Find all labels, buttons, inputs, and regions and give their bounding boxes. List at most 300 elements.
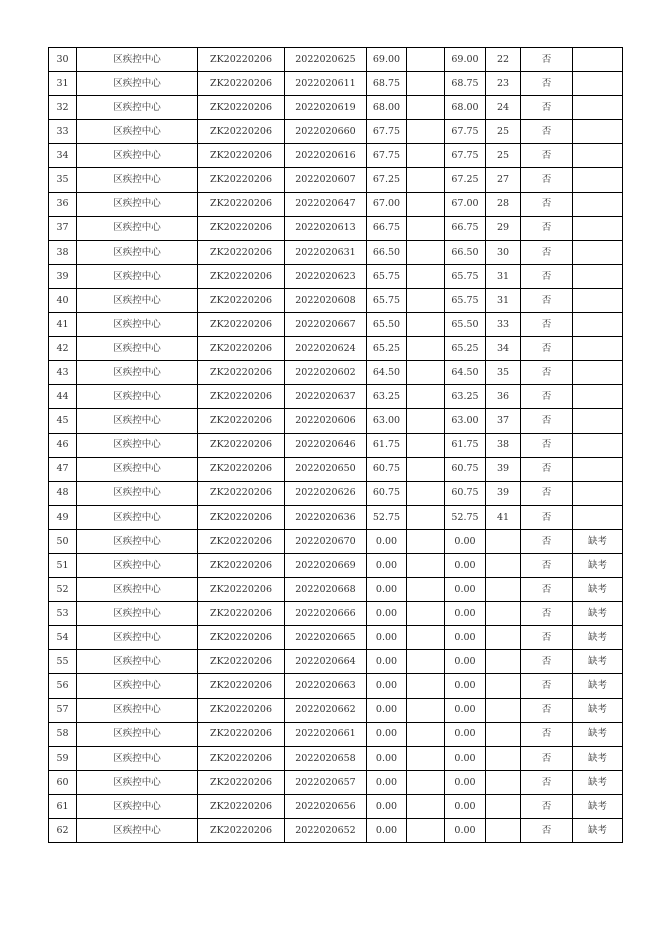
cell-written-score: 66.75 [367,216,407,240]
cell-enter-interview: 否 [521,192,573,216]
table-row [49,553,623,577]
cell-written-score: 0.00 [367,650,407,674]
cell-serial-number: 42 [49,337,77,361]
cell-total-score: 0.00 [445,553,486,577]
cell-department: 区疾控中心 [77,819,198,843]
cell-ticket-number: 2022020657 [285,770,367,794]
cell-written-score: 69.00 [367,48,407,72]
cell-department: 区疾控中心 [77,698,198,722]
cell-extra-points [407,626,445,650]
table-row [49,385,623,409]
cell-extra-points [407,722,445,746]
cell-enter-interview: 否 [521,216,573,240]
cell-position-code: ZK20220206 [198,313,285,337]
cell-remark [573,385,623,409]
cell-extra-points [407,120,445,144]
cell-remark [573,361,623,385]
cell-department: 区疾控中心 [77,457,198,481]
cell-serial-number: 37 [49,216,77,240]
cell-serial-number: 56 [49,674,77,698]
cell-department: 区疾控中心 [77,192,198,216]
cell-department: 区疾控中心 [77,626,198,650]
cell-written-score: 63.25 [367,385,407,409]
cell-extra-points [407,264,445,288]
cell-total-score: 67.75 [445,120,486,144]
cell-serial-number: 52 [49,578,77,602]
cell-extra-points [407,819,445,843]
cell-position-code: ZK20220206 [198,385,285,409]
cell-written-score: 60.75 [367,481,407,505]
table-row [49,72,623,96]
cell-extra-points [407,409,445,433]
cell-rank: 31 [486,288,521,312]
cell-department: 区疾控中心 [77,288,198,312]
cell-written-score: 61.75 [367,433,407,457]
table-body [49,48,623,843]
cell-serial-number: 54 [49,626,77,650]
cell-department: 区疾控中心 [77,72,198,96]
cell-rank: 38 [486,433,521,457]
cell-enter-interview: 否 [521,288,573,312]
cell-written-score: 65.75 [367,264,407,288]
cell-serial-number: 39 [49,264,77,288]
cell-department: 区疾控中心 [77,794,198,818]
table-row [49,650,623,674]
table-row [49,361,623,385]
cell-total-score: 0.00 [445,650,486,674]
cell-enter-interview: 否 [521,48,573,72]
cell-serial-number: 48 [49,481,77,505]
cell-enter-interview: 否 [521,529,573,553]
cell-remark: 缺考 [573,698,623,722]
cell-total-score: 0.00 [445,746,486,770]
cell-total-score: 52.75 [445,505,486,529]
cell-remark [573,216,623,240]
cell-serial-number: 41 [49,313,77,337]
cell-remark: 缺考 [573,626,623,650]
cell-ticket-number: 2022020652 [285,819,367,843]
cell-serial-number: 46 [49,433,77,457]
cell-rank: 28 [486,192,521,216]
cell-remark: 缺考 [573,529,623,553]
cell-extra-points [407,602,445,626]
cell-ticket-number: 2022020664 [285,650,367,674]
cell-written-score: 64.50 [367,361,407,385]
cell-position-code: ZK20220206 [198,48,285,72]
cell-remark: 缺考 [573,578,623,602]
cell-remark [573,48,623,72]
cell-remark: 缺考 [573,722,623,746]
cell-enter-interview: 否 [521,96,573,120]
cell-total-score: 66.75 [445,216,486,240]
cell-extra-points [407,361,445,385]
cell-remark [573,409,623,433]
cell-department: 区疾控中心 [77,144,198,168]
cell-department: 区疾控中心 [77,433,198,457]
cell-enter-interview: 否 [521,819,573,843]
table-row [49,48,623,72]
cell-position-code: ZK20220206 [198,192,285,216]
cell-written-score: 0.00 [367,794,407,818]
cell-extra-points [407,746,445,770]
cell-extra-points [407,288,445,312]
cell-total-score: 0.00 [445,698,486,722]
cell-rank [486,650,521,674]
cell-written-score: 0.00 [367,698,407,722]
cell-total-score: 65.75 [445,288,486,312]
cell-serial-number: 59 [49,746,77,770]
cell-enter-interview: 否 [521,481,573,505]
cell-rank: 41 [486,505,521,529]
cell-rank: 36 [486,385,521,409]
cell-remark [573,120,623,144]
cell-serial-number: 35 [49,168,77,192]
cell-rank [486,722,521,746]
cell-ticket-number: 2022020637 [285,385,367,409]
cell-written-score: 63.00 [367,409,407,433]
cell-position-code: ZK20220206 [198,698,285,722]
cell-extra-points [407,650,445,674]
cell-extra-points [407,505,445,529]
cell-enter-interview: 否 [521,626,573,650]
cell-total-score: 67.25 [445,168,486,192]
cell-enter-interview: 否 [521,264,573,288]
cell-enter-interview: 否 [521,409,573,433]
cell-ticket-number: 2022020636 [285,505,367,529]
cell-total-score: 0.00 [445,578,486,602]
cell-extra-points [407,337,445,361]
table-row [49,746,623,770]
cell-extra-points [407,433,445,457]
cell-ticket-number: 2022020670 [285,529,367,553]
cell-ticket-number: 2022020660 [285,120,367,144]
cell-total-score: 64.50 [445,361,486,385]
cell-extra-points [407,553,445,577]
cell-department: 区疾控中心 [77,313,198,337]
cell-serial-number: 57 [49,698,77,722]
cell-rank: 34 [486,337,521,361]
cell-serial-number: 51 [49,553,77,577]
cell-serial-number: 45 [49,409,77,433]
cell-remark [573,457,623,481]
cell-enter-interview: 否 [521,674,573,698]
cell-serial-number: 62 [49,819,77,843]
cell-ticket-number: 2022020668 [285,578,367,602]
cell-ticket-number: 2022020661 [285,722,367,746]
cell-total-score: 65.25 [445,337,486,361]
cell-rank [486,794,521,818]
cell-serial-number: 30 [49,48,77,72]
table-row [49,578,623,602]
cell-department: 区疾控中心 [77,216,198,240]
cell-written-score: 0.00 [367,746,407,770]
cell-remark [573,288,623,312]
cell-rank: 37 [486,409,521,433]
cell-rank [486,529,521,553]
cell-serial-number: 47 [49,457,77,481]
cell-ticket-number: 2022020626 [285,481,367,505]
cell-ticket-number: 2022020631 [285,240,367,264]
cell-serial-number: 49 [49,505,77,529]
cell-rank [486,746,521,770]
cell-total-score: 0.00 [445,794,486,818]
cell-department: 区疾控中心 [77,96,198,120]
cell-position-code: ZK20220206 [198,337,285,361]
cell-position-code: ZK20220206 [198,216,285,240]
cell-enter-interview: 否 [521,361,573,385]
cell-total-score: 60.75 [445,457,486,481]
cell-written-score: 68.00 [367,96,407,120]
cell-extra-points [407,770,445,794]
cell-department: 区疾控中心 [77,674,198,698]
cell-position-code: ZK20220206 [198,746,285,770]
cell-ticket-number: 2022020624 [285,337,367,361]
table-row [49,602,623,626]
cell-department: 区疾控中心 [77,650,198,674]
cell-serial-number: 33 [49,120,77,144]
cell-rank: 30 [486,240,521,264]
cell-department: 区疾控中心 [77,746,198,770]
cell-ticket-number: 2022020608 [285,288,367,312]
table-row [49,240,623,264]
table-row [49,457,623,481]
cell-department: 区疾控中心 [77,722,198,746]
cell-position-code: ZK20220206 [198,264,285,288]
cell-total-score: 68.00 [445,96,486,120]
cell-enter-interview: 否 [521,144,573,168]
cell-ticket-number: 2022020607 [285,168,367,192]
cell-remark: 缺考 [573,650,623,674]
cell-total-score: 63.25 [445,385,486,409]
cell-ticket-number: 2022020656 [285,794,367,818]
cell-rank [486,602,521,626]
table-row [49,770,623,794]
cell-remark: 缺考 [573,794,623,818]
cell-total-score: 63.00 [445,409,486,433]
cell-position-code: ZK20220206 [198,674,285,698]
cell-enter-interview: 否 [521,722,573,746]
cell-written-score: 65.25 [367,337,407,361]
cell-serial-number: 38 [49,240,77,264]
cell-rank [486,674,521,698]
cell-written-score: 0.00 [367,578,407,602]
cell-serial-number: 40 [49,288,77,312]
cell-position-code: ZK20220206 [198,72,285,96]
table-row [49,120,623,144]
cell-enter-interview: 否 [521,553,573,577]
cell-position-code: ZK20220206 [198,794,285,818]
cell-remark [573,72,623,96]
cell-enter-interview: 否 [521,433,573,457]
cell-extra-points [407,144,445,168]
cell-rank [486,578,521,602]
cell-extra-points [407,48,445,72]
cell-ticket-number: 2022020669 [285,553,367,577]
cell-serial-number: 58 [49,722,77,746]
cell-enter-interview: 否 [521,120,573,144]
cell-written-score: 0.00 [367,602,407,626]
cell-serial-number: 32 [49,96,77,120]
table-row [49,337,623,361]
table-row [49,216,623,240]
cell-department: 区疾控中心 [77,505,198,529]
cell-total-score: 69.00 [445,48,486,72]
table-row [49,144,623,168]
cell-written-score: 0.00 [367,626,407,650]
cell-position-code: ZK20220206 [198,626,285,650]
cell-rank: 39 [486,481,521,505]
cell-ticket-number: 2022020623 [285,264,367,288]
cell-remark [573,313,623,337]
cell-ticket-number: 2022020613 [285,216,367,240]
cell-total-score: 60.75 [445,481,486,505]
cell-extra-points [407,698,445,722]
table-row [49,698,623,722]
cell-written-score: 0.00 [367,529,407,553]
cell-ticket-number: 2022020647 [285,192,367,216]
cell-written-score: 68.75 [367,72,407,96]
cell-remark [573,337,623,361]
cell-rank: 24 [486,96,521,120]
cell-written-score: 0.00 [367,770,407,794]
cell-remark [573,264,623,288]
cell-total-score: 0.00 [445,674,486,698]
cell-remark [573,144,623,168]
cell-position-code: ZK20220206 [198,819,285,843]
cell-serial-number: 43 [49,361,77,385]
table-row [49,674,623,698]
cell-written-score: 65.75 [367,288,407,312]
cell-written-score: 0.00 [367,553,407,577]
cell-department: 区疾控中心 [77,529,198,553]
cell-rank: 33 [486,313,521,337]
cell-serial-number: 34 [49,144,77,168]
cell-remark [573,433,623,457]
cell-total-score: 65.75 [445,264,486,288]
cell-enter-interview: 否 [521,313,573,337]
cell-position-code: ZK20220206 [198,240,285,264]
cell-department: 区疾控中心 [77,770,198,794]
cell-ticket-number: 2022020662 [285,698,367,722]
cell-extra-points [407,168,445,192]
cell-ticket-number: 2022020616 [285,144,367,168]
cell-department: 区疾控中心 [77,553,198,577]
cell-enter-interview: 否 [521,505,573,529]
cell-enter-interview: 否 [521,698,573,722]
table-row [49,313,623,337]
cell-remark [573,481,623,505]
cell-total-score: 0.00 [445,626,486,650]
cell-serial-number: 36 [49,192,77,216]
cell-enter-interview: 否 [521,240,573,264]
cell-serial-number: 50 [49,529,77,553]
cell-rank: 29 [486,216,521,240]
cell-total-score: 61.75 [445,433,486,457]
cell-ticket-number: 2022020606 [285,409,367,433]
cell-position-code: ZK20220206 [198,650,285,674]
cell-department: 区疾控中心 [77,120,198,144]
cell-written-score: 65.50 [367,313,407,337]
cell-position-code: ZK20220206 [198,96,285,120]
cell-position-code: ZK20220206 [198,288,285,312]
cell-written-score: 66.50 [367,240,407,264]
cell-extra-points [407,385,445,409]
cell-ticket-number: 2022020602 [285,361,367,385]
cell-written-score: 0.00 [367,674,407,698]
table-row [49,529,623,553]
cell-ticket-number: 2022020658 [285,746,367,770]
cell-ticket-number: 2022020665 [285,626,367,650]
cell-remark [573,240,623,264]
table-row [49,819,623,843]
cell-extra-points [407,216,445,240]
cell-remark [573,192,623,216]
cell-written-score: 67.00 [367,192,407,216]
cell-position-code: ZK20220206 [198,433,285,457]
cell-enter-interview: 否 [521,578,573,602]
cell-serial-number: 55 [49,650,77,674]
cell-rank [486,770,521,794]
cell-ticket-number: 2022020625 [285,48,367,72]
cell-rank: 25 [486,144,521,168]
cell-rank: 31 [486,264,521,288]
cell-department: 区疾控中心 [77,578,198,602]
cell-department: 区疾控中心 [77,48,198,72]
cell-total-score: 0.00 [445,722,486,746]
cell-extra-points [407,481,445,505]
table-row [49,722,623,746]
cell-department: 区疾控中心 [77,409,198,433]
cell-total-score: 0.00 [445,602,486,626]
cell-total-score: 67.75 [445,144,486,168]
cell-enter-interview: 否 [521,650,573,674]
cell-total-score: 66.50 [445,240,486,264]
cell-rank: 39 [486,457,521,481]
cell-rank: 23 [486,72,521,96]
cell-serial-number: 31 [49,72,77,96]
cell-extra-points [407,240,445,264]
table-row [49,96,623,120]
cell-extra-points [407,578,445,602]
cell-enter-interview: 否 [521,72,573,96]
score-table [48,47,623,843]
cell-written-score: 67.25 [367,168,407,192]
cell-remark: 缺考 [573,819,623,843]
cell-remark: 缺考 [573,674,623,698]
cell-enter-interview: 否 [521,794,573,818]
table-row [49,288,623,312]
cell-extra-points [407,794,445,818]
cell-serial-number: 60 [49,770,77,794]
cell-department: 区疾控中心 [77,264,198,288]
cell-ticket-number: 2022020667 [285,313,367,337]
cell-ticket-number: 2022020666 [285,602,367,626]
cell-ticket-number: 2022020611 [285,72,367,96]
cell-extra-points [407,192,445,216]
cell-total-score: 65.50 [445,313,486,337]
cell-total-score: 68.75 [445,72,486,96]
cell-remark: 缺考 [573,602,623,626]
cell-extra-points [407,529,445,553]
cell-position-code: ZK20220206 [198,578,285,602]
cell-enter-interview: 否 [521,337,573,361]
table-row [49,481,623,505]
cell-remark [573,505,623,529]
table-row [49,433,623,457]
cell-department: 区疾控中心 [77,337,198,361]
cell-total-score: 0.00 [445,770,486,794]
cell-rank [486,553,521,577]
